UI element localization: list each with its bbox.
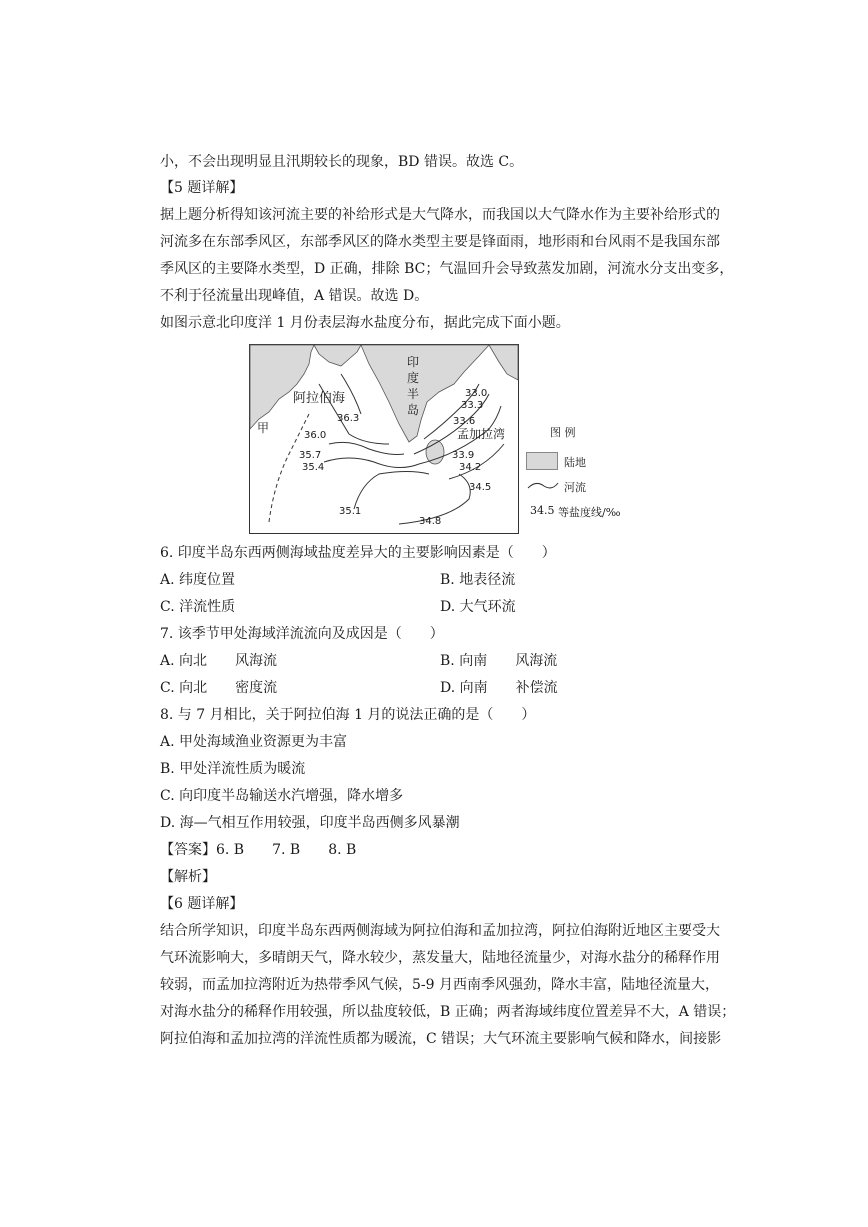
option-8c[interactable]: C. 向印度半岛输送水汽增强，降水增多 xyxy=(160,788,404,804)
iso-label-336: 33.6 xyxy=(453,416,476,427)
iso-label-339: 33.9 xyxy=(452,450,475,461)
question-6: 6. 印度半岛东西两侧海域盐度差异大的主要影响因素是（ ） xyxy=(160,545,556,561)
option-6d[interactable]: D. 大气环流 xyxy=(440,599,516,615)
legend-title: 图 例 xyxy=(550,426,576,439)
iso-label-345: 34.5 xyxy=(469,482,492,493)
option-7c[interactable]: C. 向北 密度流 xyxy=(160,680,278,696)
iso-label-342: 34.2 xyxy=(459,462,482,473)
label-arabian-sea: 阿拉伯海 xyxy=(293,391,346,406)
paragraph-line: 较弱，而孟加拉湾附近为热带季风气候，5-9 月西南季风强劲，降水丰富，陆地径流量大， xyxy=(160,977,719,993)
label-bay-of-bengal: 孟加拉湾 xyxy=(457,427,506,441)
label-india-4: 岛 xyxy=(407,403,420,417)
paragraph-line: 河流多在东部季风区，东部季风区的降水类型主要是锋面雨，地形雨和台风雨不是我国东部 xyxy=(160,234,720,250)
label-india-1: 印 xyxy=(407,355,420,369)
option-6b[interactable]: B. 地表径流 xyxy=(440,572,516,588)
salinity-map xyxy=(249,344,519,534)
option-8b[interactable]: B. 甲处洋流性质为暖流 xyxy=(160,761,306,777)
paragraph-line: 小，不会出现明显且汛期较长的现象，BD 错误。故选 C。 xyxy=(160,154,524,170)
section-heading-6: 【6 题详解】 xyxy=(160,896,244,912)
paragraph-line: 对海水盐分的稀释作用较强，所以盐度较低，B 正确；两者海域纬度位置差异不大，A 错误； xyxy=(160,1004,736,1020)
paragraph-line: 据上题分析得知该河流主要的补给形式是大气降水，而我国以大气降水作为主要补给形式的 xyxy=(160,207,720,223)
answer-line: 【答案】6. B 7. B 8. B xyxy=(160,842,357,858)
iso-label-330: 33.0 xyxy=(465,388,488,399)
iso-label-360: 36.0 xyxy=(304,430,327,441)
iso-label-351: 35.1 xyxy=(339,506,362,517)
label-india-2: 度 xyxy=(407,371,420,385)
legend-iso-value: 34.5 xyxy=(530,504,555,517)
option-6c[interactable]: C. 洋流性质 xyxy=(160,599,236,615)
label-india-3: 半 xyxy=(407,387,420,401)
option-8a[interactable]: A. 甲处海域渔业资源更为丰富 xyxy=(160,734,348,750)
paragraph-line: 阿拉伯海和孟加拉湾的洋流性质都为暖流，C 错误；大气环流主要影响气候和降水，间接影 xyxy=(160,1031,722,1047)
label-jia: 甲 xyxy=(257,421,270,435)
question-intro: 如图示意北印度洋 1 月份表层海水盐度分布，据此完成下面小题。 xyxy=(160,315,570,331)
option-7a[interactable]: A. 向北 风海流 xyxy=(160,653,278,669)
iso-label-354: 35.4 xyxy=(302,462,325,473)
legend-isoline-label: 等盐度线/‰ xyxy=(558,506,621,519)
paragraph-line: 结合所学知识，印度半岛东西两侧海域为阿拉伯海和孟加拉湾，阿拉伯海附近地区主要受大 xyxy=(160,923,720,939)
option-7d[interactable]: D. 向南 补偿流 xyxy=(440,680,558,696)
legend-river-icon xyxy=(526,478,560,492)
legend-land-swatch xyxy=(526,452,558,470)
option-6a[interactable]: A. 纬度位置 xyxy=(160,572,236,588)
map-legend xyxy=(522,424,662,524)
iso-label-363: 36.3 xyxy=(337,413,360,424)
iso-label-357: 35.7 xyxy=(299,450,322,461)
option-8d[interactable]: D. 海—气相互作用较强，印度半岛西侧多风暴潮 xyxy=(160,815,460,831)
paragraph-line: 不利于径流量出现峰值，A 错误。故选 D。 xyxy=(160,288,429,304)
question-7: 7. 该季节甲处海域洋流流向及成因是（ ） xyxy=(160,626,444,642)
paragraph-line: 气环流影响大，多晴朗天气，降水较少，蒸发量大，陆地径流量少，对海水盐分的稀释作用 xyxy=(160,950,720,966)
question-8: 8. 与 7 月相比，关于阿拉伯海 1 月的说法正确的是（ ） xyxy=(160,707,536,723)
legend-land-label: 陆地 xyxy=(564,456,586,469)
paragraph-line: 季风区的主要降水类型，D 正确，排除 BC；气温回升会导致蒸发加剧，河流水分支出变多， xyxy=(160,261,734,277)
legend-river-label: 河流 xyxy=(564,481,586,494)
section-heading: 【5 题详解】 xyxy=(160,180,244,196)
option-7b[interactable]: B. 向南 风海流 xyxy=(440,653,558,669)
iso-label-333: 33.3 xyxy=(461,400,484,411)
analysis-heading: 【解析】 xyxy=(160,869,216,885)
iso-label-348: 34.8 xyxy=(419,516,442,527)
